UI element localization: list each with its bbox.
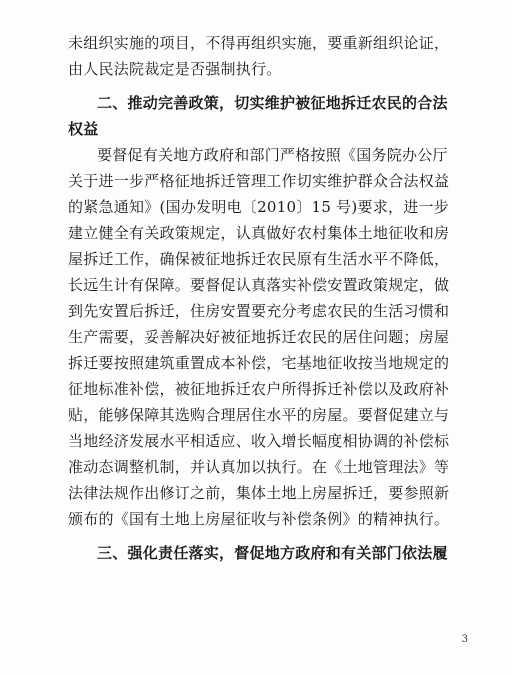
body-text-line: 建立健全有关政策规定，认真做好农村集体土地征收和房 [68, 224, 450, 242]
body-text-line: 要督促有关地方政府和部门严格按照《国务院办公厅 [97, 146, 448, 164]
body-text-line: 长远生计有保障。要督促认真落实补偿安置政策规定，做 [68, 276, 450, 294]
body-text-line: 征地标准补偿，被征地拆迁农户所得拆迁补偿以及政府补 [68, 380, 450, 398]
document-body [68, 30, 466, 566]
body-text-line: 贴，能够保障其选购合理居住水平的房屋。要督促建立与 [68, 406, 450, 424]
body-text-line: 由人民法院裁定是否强制执行。 [68, 60, 282, 78]
section-heading-2-continued: 权益 [68, 120, 99, 138]
body-text-line: 关于进一步严格征地拆迁管理工作切实维护群众合法权益 [68, 172, 450, 190]
page-number: 3 [461, 634, 468, 645]
body-text-line: 法律法规作出修订之前，集体土地上房屋拆迁，要参照新 [68, 484, 450, 502]
section-heading-2: 二、推动完善政策，切实维护被征地拆迁农民的合法 [97, 94, 448, 112]
body-text-line: 准动态调整机制，并认真加以执行。在《土地管理法》等 [68, 458, 450, 476]
body-text-line: 当地经济发展水平相适应、收入增长幅度相协调的补偿标 [68, 432, 450, 450]
body-text-line: 生产需要，妥善解决好被征地拆迁农民的居住问题；房屋 [68, 328, 450, 346]
body-text-line: 到先安置后拆迁，住房安置要充分考虑农民的生活习惯和 [68, 302, 450, 320]
body-text-line: 颁布的《国有土地上房屋征收与补偿条例》的精神执行。 [68, 510, 450, 528]
section-heading-3: 三、强化责任落实，督促地方政府和有关部门依法履 [97, 544, 448, 562]
body-text-line: 屋拆迁工作，确保被征地拆迁农民原有生活水平不降低， [68, 250, 450, 268]
body-text-line: 拆迁要按照建筑重置成本补偿，宅基地征收按当地规定的 [68, 354, 450, 372]
body-text-line: 的紧急通知》(国办发明电〔2010〕15 号)要求，进一步 [68, 198, 449, 216]
body-text-line: 未组织实施的项目，不得再组织实施，要重新组织论证， [68, 34, 450, 52]
